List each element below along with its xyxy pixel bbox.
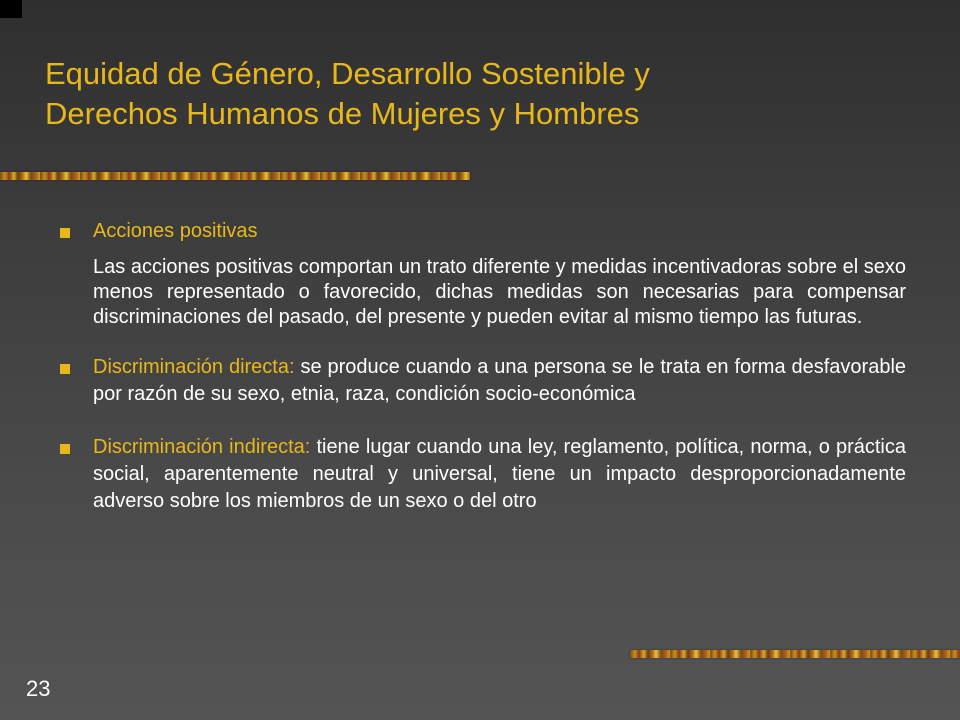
bullet-text: tiene lugar cuando una ley, reglamento, política, norma, o práctica social, aparentemente neutral y universal, tiene un impacto desproporcionadamente adverso sobre los miembros de un sexo o del otro [93, 436, 906, 512]
slide-title-line-1: Equidad de Género, Desarrollo Sostenible y [45, 56, 650, 91]
slide-title-line-2: Derechos Humanos de Mujeres y Hombres [45, 96, 640, 131]
corner-block [0, 0, 22, 18]
bullet-heading: Discriminación indirecta: [93, 436, 311, 458]
bullet-text: se produce cuando a una persona se le trata en forma desfavorable por razón de su sexo, etnia, raza, condición socio-económica [93, 356, 907, 405]
bullet-paragraph [93, 354, 906, 408]
bullet-item-discriminacion-indirecta [60, 434, 906, 515]
slide-title [45, 54, 905, 134]
decorative-bar-top [0, 172, 470, 180]
square-bullet-icon [60, 364, 70, 374]
square-bullet-icon [60, 444, 70, 454]
decorative-bar-bottom [630, 650, 960, 658]
square-bullet-icon [60, 228, 70, 238]
bullet-item-acciones-positivas [60, 218, 906, 330]
bullet-item-discriminacion-directa [60, 354, 906, 408]
bullet-paragraph: Las acciones positivas comportan un trato diferente y medidas incentivadoras sobre el sexo menos representado o favorecido, dichas medidas son necesarias para compensar discriminaciones del pasado, del presente y pueden evitar al mismo tiempo las futuras. [93, 256, 906, 328]
slide-content [60, 218, 906, 515]
slide-number: 23 [26, 676, 51, 701]
bullet-heading: Discriminación directa: [93, 356, 295, 378]
bullet-heading: Acciones positivas [93, 220, 258, 242]
bullet-paragraph [93, 434, 906, 515]
